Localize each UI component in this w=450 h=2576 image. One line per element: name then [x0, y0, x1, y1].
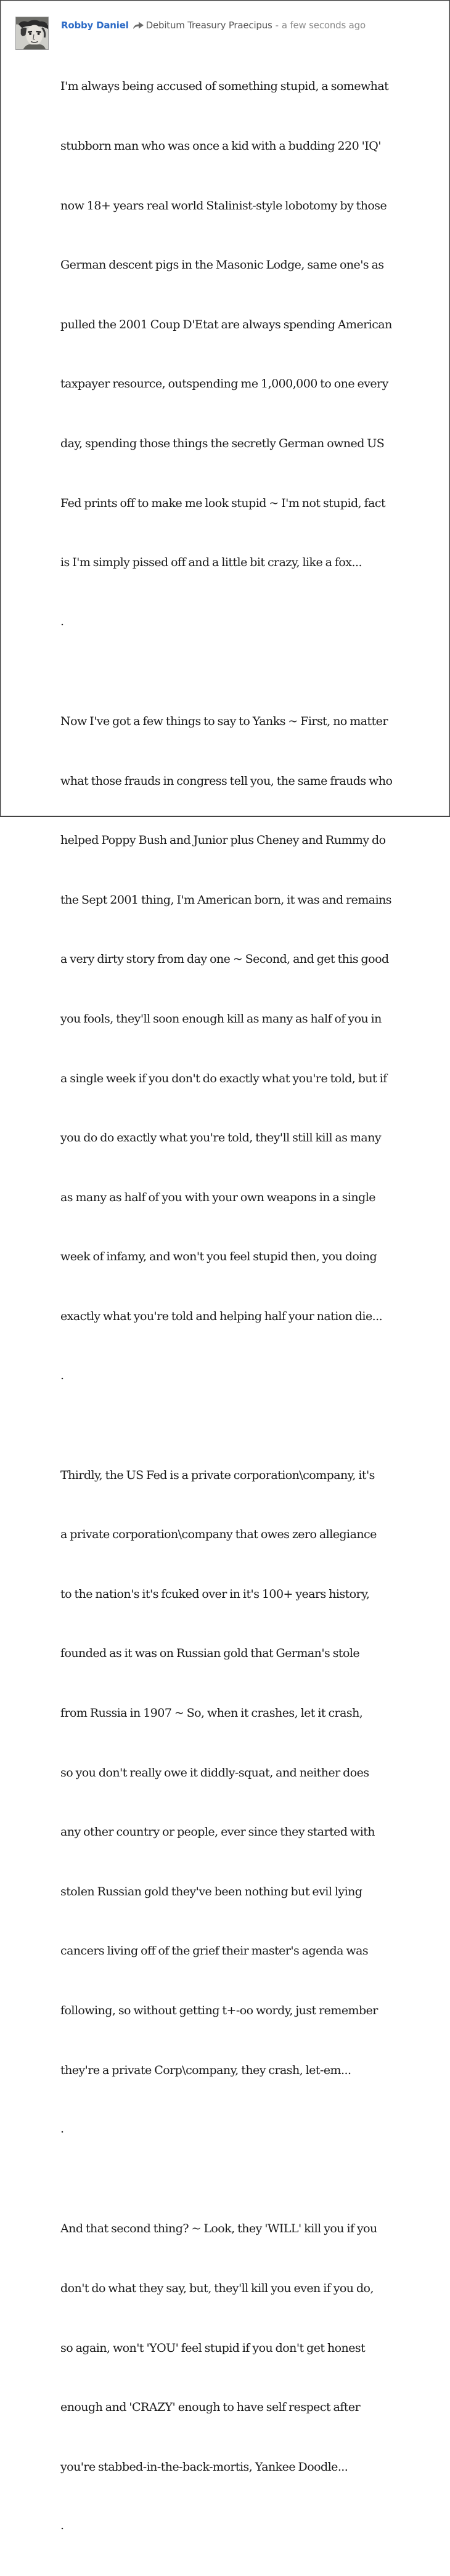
text-line: you're stabbed-in-the-back-mortis, Yankee Doodle...	[60, 2460, 348, 2474]
text-line: the Sept 2001 thing, I'm American born, it was and remains	[60, 893, 391, 907]
text-line: you fools, they'll soon enough kill as many as half of you in	[60, 1011, 382, 1026]
text-line: from Russia in 1907 ~ So, when it crashes, let it crash,	[60, 1706, 363, 1720]
author-link[interactable]: Robby Daniel	[61, 20, 129, 31]
text-line: helped Poppy Bush and Junior plus Cheney and Rummy do	[60, 833, 386, 848]
text-line: I'm always being accused of something stupid, a somewhat	[60, 79, 389, 94]
text-line: now 18+ years real world Stalinist-style lobotomy by those	[60, 198, 387, 213]
comment-header	[61, 18, 366, 32]
text-line: to the nation's it's fcuked over in it's 100+ years history,	[60, 1587, 370, 1601]
text-line: taxpayer resource, outspending me 1,000,000 to one every	[60, 377, 388, 391]
text-line: cancers living off of the grief their master's agenda was	[60, 1944, 369, 1958]
text-line: don't do what they say, but, they'll kill you even if you do,	[60, 2281, 374, 2295]
text-line: following, so without getting t+-oo wordy, just remember	[60, 2004, 378, 2018]
avatar-portrait-icon	[16, 17, 48, 49]
text-line: a single week if you don't do exactly what you're told, but if	[60, 1071, 387, 1085]
text-line: German descent pigs in the Masonic Lodge, same one's as	[60, 258, 384, 272]
text-line: so again, won't 'YOU' feel stupid if you don't get honest	[60, 2341, 366, 2355]
paragraph-separator: .	[60, 614, 64, 628]
timestamp-link[interactable]: a few seconds ago	[281, 20, 366, 31]
meta-separator: -	[275, 20, 279, 31]
avatar[interactable]	[15, 17, 49, 50]
text-line: a private corporation\company that owes zero allegiance	[60, 1528, 377, 1542]
text-line: any other country or people, ever since they started with	[60, 1825, 375, 1839]
text-line: is I'm simply pissed off and a little bit crazy, like a fox...	[60, 556, 362, 570]
text-line: you do do exactly what you're told, they'll still kill as many	[60, 1131, 382, 1145]
text-line: day, spending those things the secretly German owned US	[60, 437, 385, 451]
text-line: what those frauds in congress tell you, the same frauds who	[60, 774, 393, 788]
comment-body	[60, 37, 438, 2576]
text-line: Now I've got a few things to say to Yanks ~ First, no matter	[60, 714, 388, 728]
paragraph-3	[60, 1425, 438, 2179]
text-line: so you don't really owe it diddly-squat, and neither does	[60, 1765, 369, 1780]
text-line: a very dirty story from day one ~ Second, and get this good	[60, 952, 389, 966]
text-line: enough and 'CRAZY' enough to have self respect after	[60, 2400, 361, 2415]
group-link[interactable]: Debitum Treasury Praecipus	[145, 20, 272, 31]
text-line: pulled the 2001 Coup D'Etat are always spending American	[60, 317, 392, 331]
text-line: week of infamy, and won't you feel stupid then, you doing	[60, 1250, 377, 1264]
text-line: they're a private Corp\company, they crash, let-em...	[60, 2063, 351, 2077]
paragraph-separator: .	[60, 1368, 64, 1382]
paragraph-separator: .	[60, 2519, 64, 2533]
text-line: founded as it was on Russian gold that German's stole	[60, 1646, 360, 1661]
share-arrow-icon	[133, 21, 144, 30]
text-line: stubborn man who was once a kid with a budding 220 'IQ'	[60, 139, 381, 153]
text-line: exactly what you're told and helping half your nation die...	[60, 1309, 383, 1323]
text-line: as many as half of you with your own weapons in a single	[60, 1190, 375, 1204]
paragraph-4	[60, 2179, 438, 2576]
text-line: stolen Russian gold they've been nothing but evil lying	[60, 1884, 362, 1898]
text-line: Thirdly, the US Fed is a private corporation\company, it's	[60, 1468, 375, 1482]
paragraph-separator: .	[60, 2122, 64, 2136]
paragraph-2	[60, 671, 438, 1425]
paragraph-1	[60, 37, 438, 671]
text-line: And that second thing? ~ Look, they 'WILL' kill you if you	[60, 2222, 377, 2236]
text-line: Fed prints off to make me look stupid ~ I'm not stupid, fact	[60, 496, 386, 510]
